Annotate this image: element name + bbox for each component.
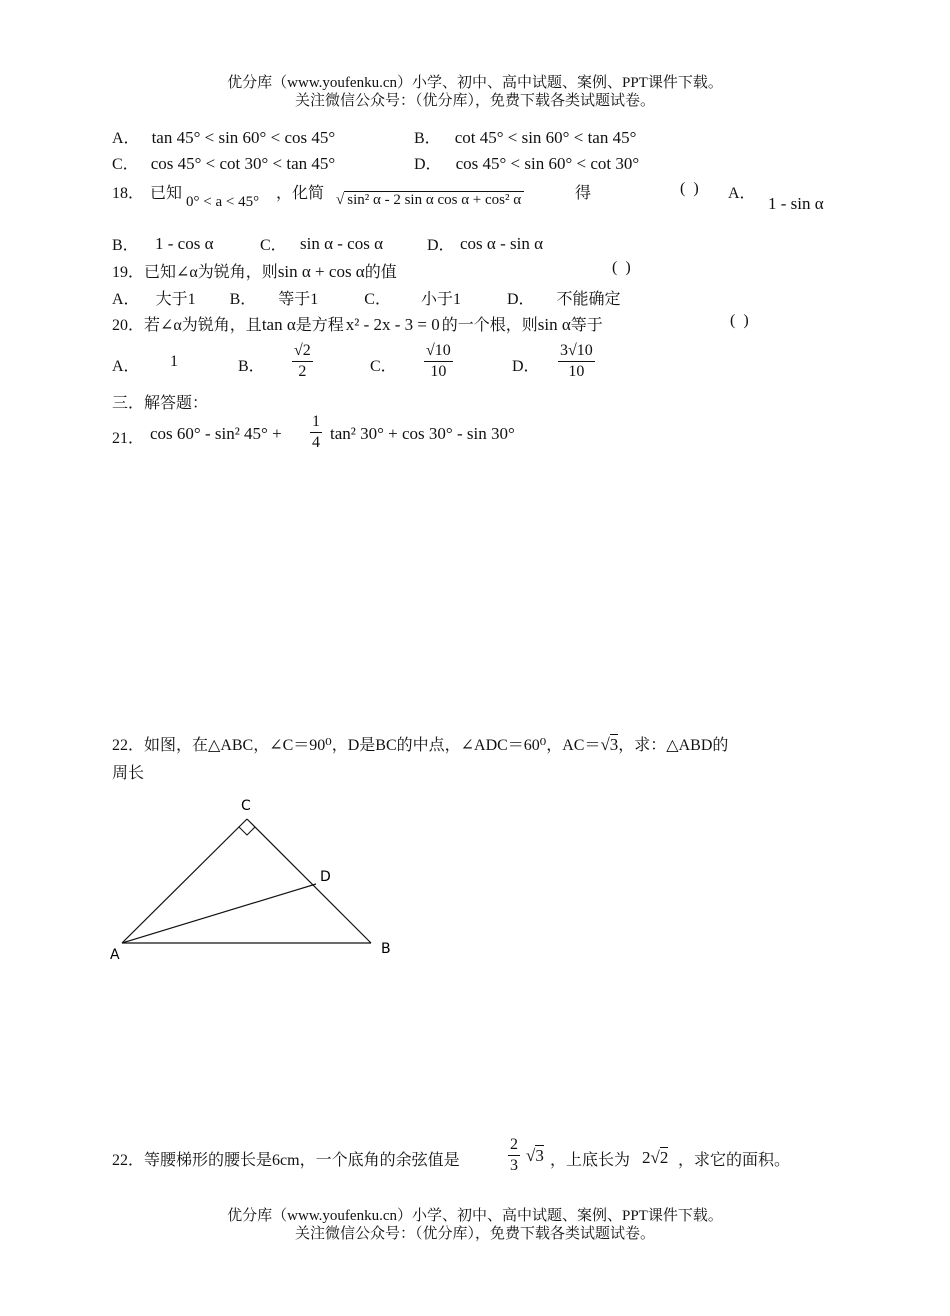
q20-c-fraction <box>424 341 453 382</box>
frac-denominator: 4 <box>312 434 320 451</box>
q19-b-text: 等于1 <box>278 291 319 308</box>
q18-b-label: B． <box>112 237 139 254</box>
q19-d-text: 不能确定 <box>556 291 621 308</box>
right-angle-mark <box>239 827 255 835</box>
q17-option-c <box>112 151 335 174</box>
q18-mid: ，化简 <box>276 185 325 202</box>
q20-c-label: C． <box>370 358 397 375</box>
frac-numerator: √10 <box>424 341 453 362</box>
sqrt-icon: √ <box>600 735 610 754</box>
q20-d-label: D． <box>512 358 540 375</box>
q23-radicand-1: 3 <box>535 1146 544 1165</box>
frac-numerator: 1 <box>310 412 322 433</box>
q19-a-text: 大于1 <box>155 291 196 308</box>
q23-number: 22． <box>112 1152 145 1169</box>
q22-stem-line1 <box>112 732 728 755</box>
q20-mid: 是方程 <box>295 317 344 334</box>
q20-b-fraction <box>292 341 313 382</box>
q23-radical-1 <box>526 1146 544 1166</box>
section-title: 三．解答题： <box>112 395 209 412</box>
q23-text1: 等腰梯形的腰长是6cm，一个底角的余弦值是 <box>144 1152 460 1169</box>
frac-denominator: 10 <box>430 363 447 380</box>
q22-stem-line2: 周长 <box>112 765 145 782</box>
frac-denominator: 3 <box>510 1157 518 1174</box>
q18-radical <box>336 191 524 209</box>
option-label: A． <box>112 130 140 147</box>
q20-a-label: A． <box>112 358 140 375</box>
q22-text2: ，求：△ABD的 <box>618 737 729 754</box>
q19-d-label: D． <box>506 291 535 308</box>
q17-option-d <box>414 151 639 174</box>
option-expr: tan 45° < sin 60° < cos 45° <box>151 128 336 147</box>
option-label: D． <box>414 156 442 173</box>
q19-c-label: C． <box>364 291 391 308</box>
q18-d-label: D． <box>427 237 455 254</box>
q17-option-b <box>414 125 636 148</box>
q18-a-label: A． <box>728 185 756 202</box>
side-cb <box>247 819 371 943</box>
q19-pre: 已知∠α为锐角，则 <box>144 264 278 281</box>
q20-number: 20． <box>112 317 145 334</box>
q23-text-mid: ，上底长为 <box>550 1152 631 1169</box>
sqrt-icon: √ <box>650 1148 660 1167</box>
q19-b-label: B． <box>229 291 257 308</box>
q23-radicand-2: 2 <box>659 1148 669 1167</box>
q19-c-text: 小于1 <box>420 291 461 308</box>
label-d: D <box>320 869 331 885</box>
q20-b-label: B． <box>238 358 265 375</box>
q18-c-expr: sin α - cos α <box>300 234 383 253</box>
q17-option-a <box>112 125 335 148</box>
option-expr: cos 45° < cot 30° < tan 45° <box>150 154 336 173</box>
q20-pre: 若∠α为锐角，且 <box>144 317 262 334</box>
frac-denominator: 10 <box>568 363 585 380</box>
q19-options <box>112 286 621 309</box>
q18-a-expr: 1 - sin α <box>768 194 824 213</box>
q20-mid2: 的一个根，则 <box>441 317 538 334</box>
triangle-figure <box>104 792 404 964</box>
q18-radicand: sin² α - 2 sin α cos α + cos² α <box>344 191 524 209</box>
option-label: C． <box>112 156 139 173</box>
q18-d-expr: cos α - sin α <box>460 234 543 253</box>
q21-number: 21． <box>112 430 145 447</box>
q23-fraction <box>508 1135 520 1176</box>
frac-numerator: 3√10 <box>558 341 595 362</box>
label-b: B <box>381 941 391 957</box>
q23-coefficient: 2 <box>642 1148 651 1167</box>
q19-number: 19． <box>112 264 145 281</box>
q18-b-expr: 1 - cos α <box>155 234 214 253</box>
q19-post: 的值 <box>364 264 397 281</box>
q22-text1: 如图，在△ABC，∠C＝90⁰，D是BC的中点，∠ADC＝60⁰，AC＝ <box>144 737 601 754</box>
q20-stem <box>112 312 603 335</box>
q23-radical-2 <box>642 1148 668 1168</box>
q22-radical <box>600 734 618 754</box>
q18-condition: 0° < a < 45° <box>186 194 260 210</box>
q22-radicand: 3 <box>609 735 619 754</box>
q21-part1: cos 60° - sin² 45° + <box>150 424 282 443</box>
q20-sin: sin α <box>537 315 571 334</box>
q23-text-start <box>112 1147 460 1170</box>
q19-answer-blank: ( ) <box>612 259 633 276</box>
q20-post: 等于 <box>570 317 603 334</box>
option-expr: cot 45° < sin 60° < tan 45° <box>454 128 637 147</box>
frac-denominator: 2 <box>298 363 307 380</box>
option-expr: cos 45° < sin 60° < cot 30° <box>455 154 640 173</box>
sqrt-icon: √ <box>336 192 345 208</box>
header-line-1: 优分库（www.youfenku.cn）小学、初中、高中试题、案例、PPT课件下载。 <box>227 75 723 91</box>
q20-answer-blank: ( ) <box>730 312 751 329</box>
q21-fraction <box>310 412 322 453</box>
footer-line-2: 关注微信公众号：（优分库），免费下载各类试题试卷。 <box>294 1226 655 1242</box>
q19-stem <box>112 259 397 282</box>
option-label: B． <box>414 130 441 147</box>
footer-line-1: 优分库（www.youfenku.cn）小学、初中、高中试题、案例、PPT课件下载。 <box>227 1208 723 1224</box>
q18-pre: 已知 <box>150 185 183 202</box>
q19-a-label: A． <box>112 291 140 308</box>
header-line-2: 关注微信公众号：（优分库），免费下载各类试题试卷。 <box>294 93 655 109</box>
q18-post: 得 <box>575 185 592 202</box>
q22-number: 22． <box>112 737 145 754</box>
q18-c-label: C． <box>260 237 287 254</box>
q20-d-fraction <box>558 341 595 382</box>
q18-number: 18． <box>112 185 145 202</box>
q20-tan: tan α <box>261 315 296 334</box>
q23-text-end: ，求它的面积。 <box>678 1152 791 1169</box>
q20-equation: x² - 2x - 3 = 0 <box>345 315 440 334</box>
sqrt-icon: √ <box>526 1146 536 1165</box>
frac-numerator: 2 <box>508 1135 520 1156</box>
q18-answer-blank: ( ) <box>680 180 701 197</box>
q20-a-value: 1 <box>170 353 178 370</box>
q19-expr: sin α + cos α <box>277 262 365 281</box>
frac-numerator: √2 <box>292 341 313 362</box>
label-a: A <box>110 947 120 963</box>
label-c: C <box>241 798 251 814</box>
q21-part2: tan² 30° + cos 30° - sin 30° <box>330 424 515 443</box>
